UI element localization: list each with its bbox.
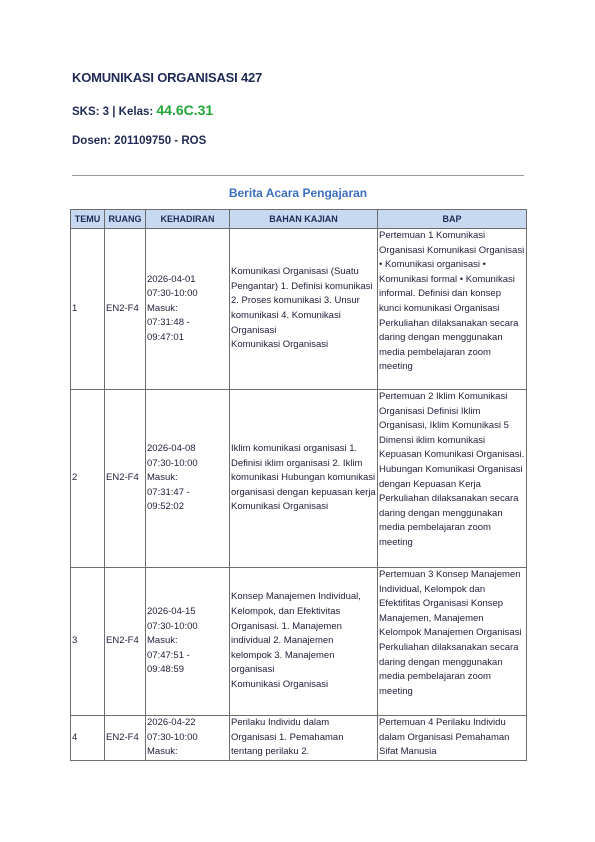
header-bap: BAP (378, 210, 527, 229)
cell-bahan-kajian: Perilaku Individu dalam Organisasi 1. Pemahaman tentang perilaku 2. (230, 716, 378, 761)
header-kehadiran: KEHADIRAN (146, 210, 230, 229)
cell-bap: Pertemuan 2 Iklim Komunikasi Organisasi Definisi Iklim Organisasi, Iklim Komunikasi 5 Dimensi iklim komunikasi Kepuasan Komunikasi Organisasi. Hubungan Komunikasi Organisasi dengan Kepuasan Kerja Perkuliahan dilaksanakan secara daring dengan menggunakan media pembelajaran zoom meeting (378, 390, 527, 568)
table-row (71, 568, 527, 716)
cell-temu: 2 (71, 390, 105, 568)
table-row (71, 229, 527, 390)
header-temu: TEMU (71, 210, 105, 229)
kelas-code: 44.6C.31 (156, 102, 214, 118)
cell-ruang: EN2-F4 (105, 390, 146, 568)
cell-bap: Pertemuan 3 Konsep Manajemen Individual, Kelompok dan Efektifitas Organisasi Konsep Manajemen, Manajemen Kelompok Manajemen Organisasi Perkuliahan dilaksanakan secara daring dengan menggunakan media pembelajaran zoom meeting (378, 568, 527, 716)
cell-temu: 4 (71, 716, 105, 761)
cell-kehadiran: 2026-04-01 07:30-10:00 Masuk: 07:31:48 - 09:47:01 (146, 229, 230, 390)
cell-temu: 1 (71, 229, 105, 390)
attendance-table (70, 209, 527, 761)
cell-bahan-kajian: Komunikasi Organisasi (Suatu Pengantar) 1. Definisi komunikasi 2. Proses komunikasi 3. Unsur komunikasi 4. Komunikasi Organisasi Komunikasi Organisasi (230, 229, 378, 390)
course-sks-kelas (72, 102, 213, 118)
table-header-row (71, 210, 527, 229)
divider (72, 175, 524, 176)
header-bahan-kajian: BAHAN KAJIAN (230, 210, 378, 229)
table-row (71, 716, 527, 761)
cell-bahan-kajian: Konsep Manajemen Individual, Kelompok, dan Efektivitas Organisasi. 1. Manajemen individual 2. Manajemen kelompok 3. Manajemen organisasi Komunikasi Organisasi (230, 568, 378, 716)
sks-label: SKS: 3 | Kelas: (72, 106, 157, 118)
header-ruang: RUANG (105, 210, 146, 229)
table-row (71, 390, 527, 568)
cell-temu: 3 (71, 568, 105, 716)
cell-kehadiran: 2026-04-08 07:30-10:00 Masuk: 07:31:47 - 09:52:02 (146, 390, 230, 568)
cell-bap: Pertemuan 1 Komunikasi Organisasi Komunikasi Organisasi • Komunikasi organisasi • Komunikasi formal • Komunikasi informal. Definisi dan konsep kunci komunikasi Organisasi Perkuliahan dilaksanakan secara daring dengan menggunakan media pembelajaran zoom meeting (378, 229, 527, 390)
cell-ruang: EN2-F4 (105, 568, 146, 716)
section-title: Berita Acara Pengajaran (228, 186, 368, 200)
cell-bap: Pertemuan 4 Perilaku Individu dalam Organisasi Pemahaman Sifat Manusia (378, 716, 527, 761)
course-title: KOMUNIKASI ORGANISASI 427 (72, 70, 263, 85)
cell-kehadiran: 2026-04-15 07:30-10:00 Masuk: 07:47:51 - 09:48:59 (146, 568, 230, 716)
course-lecturer: Dosen: 201109750 - ROS (72, 135, 207, 147)
cell-ruang: EN2-F4 (105, 716, 146, 761)
cell-bahan-kajian: Iklim komunikasi organisasi 1. Definisi iklim organisasi 2. Iklim komunikasi Hubungan komunikasi organisasi dengan kepuasan kerja Komunikasi Organisasi (230, 390, 378, 568)
cell-ruang: EN2-F4 (105, 229, 146, 390)
cell-kehadiran: 2026-04-22 07:30-10:00 Masuk: (146, 716, 230, 761)
